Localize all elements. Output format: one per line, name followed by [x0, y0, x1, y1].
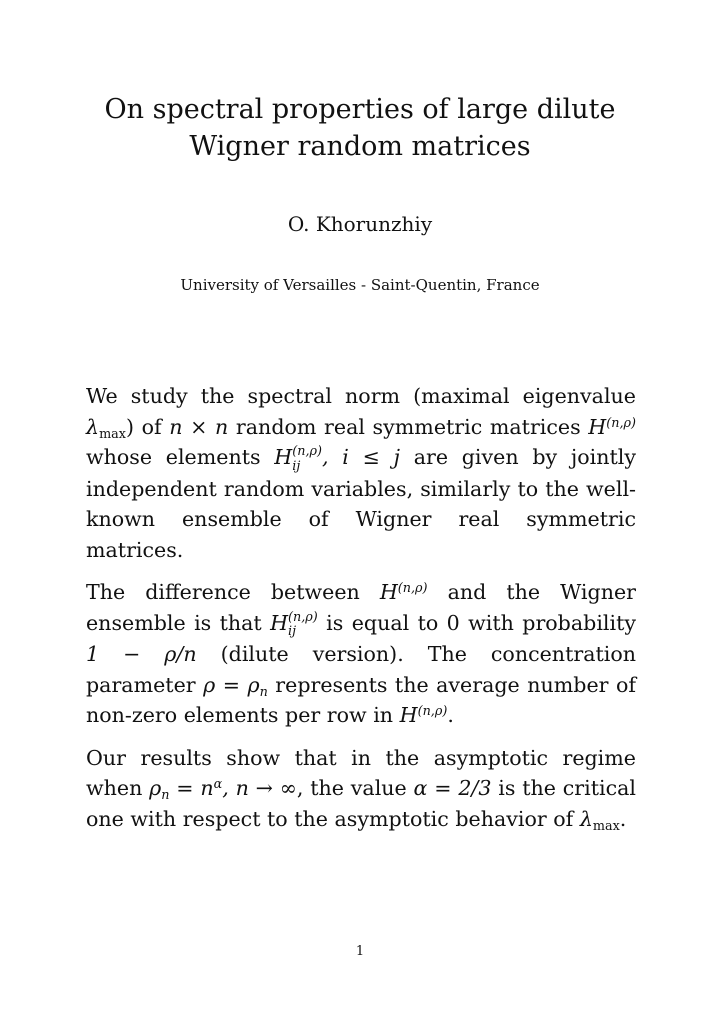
- lambda-symbol: λ: [86, 414, 100, 439]
- element-superscript: (n,ρ): [292, 444, 323, 460]
- p1-text-5: are given by jointly independent random variables, similarly to the well-known ensemble of Wigner real symmetric matrices.: [86, 445, 637, 562]
- p1-text-3: random real symmetric matrices: [228, 414, 589, 439]
- eq-n: = n: [169, 776, 214, 800]
- page-number: 1: [355, 944, 365, 959]
- p2-text-4: (dilute version). The concentration parameter: [86, 642, 636, 697]
- p2-text-5: represents the average number of non-zero elements per row in: [86, 672, 637, 727]
- matrix-H: H: [588, 414, 607, 439]
- p1-text-2: ) of: [125, 414, 170, 439]
- superscript-n-rho: (n,ρ): [417, 703, 448, 719]
- p2-text-6: .: [447, 703, 454, 727]
- p3-text-1: Our results show that in the asymptotic regime when: [86, 745, 636, 800]
- p1-text-1: We study the spectral norm (maximal eigenvalue: [86, 384, 636, 408]
- matrix-H: H: [379, 580, 398, 604]
- p1-text-4: whose elements: [86, 445, 275, 469]
- element-superscript: (n,ρ): [288, 609, 318, 625]
- max-subscript: max: [592, 818, 620, 834]
- paper-title: [0, 91, 720, 165]
- n-times-n: n × n: [169, 414, 229, 439]
- rho-symbol: ρ: [149, 776, 162, 800]
- abstract-paragraph-2: [86, 577, 636, 731]
- lambda-symbol: λ: [579, 806, 593, 831]
- p3-text-2: , the value: [296, 776, 414, 800]
- probability-expression: 1 − ρ/n: [86, 642, 197, 666]
- p3-text-3: is the critical one with respect to the asymptotic behavior of: [86, 776, 636, 831]
- rho-equation: ρ = ρ: [203, 672, 260, 697]
- rho-subscript-n: n: [161, 787, 170, 803]
- matrix-H: H: [399, 703, 418, 727]
- abstract-paragraph-3: [86, 743, 636, 835]
- superscript-n-rho: (n,ρ): [606, 415, 637, 431]
- alpha-value: α = 2/3: [413, 776, 492, 800]
- element-subscript-ij: ij: [288, 624, 297, 640]
- affiliation: University of Versailles - Saint-Quentin, France: [180, 276, 540, 294]
- element-H: H: [270, 610, 289, 635]
- i-le-j: , i ≤ j: [322, 445, 400, 469]
- rho-subscript-n: n: [259, 684, 268, 700]
- p2-text-3: is equal to 0 with probability: [317, 610, 636, 635]
- abstract: [86, 381, 636, 846]
- p3-text-4: .: [619, 806, 627, 831]
- n-to-infinity: , n → ∞: [222, 776, 297, 800]
- element-subscript-ij: ij: [292, 458, 301, 474]
- superscript-n-rho: (n,ρ): [397, 580, 428, 596]
- p2-text-1: The difference between: [86, 580, 380, 604]
- element-indices: [288, 609, 318, 640]
- element-H: H: [274, 445, 293, 469]
- author: O. Khorunzhiy: [287, 212, 433, 236]
- title-line-2: Wigner random matrices: [189, 131, 531, 162]
- p2-text-2: and the Wigner ensemble is that: [86, 580, 636, 635]
- max-subscript: max: [99, 426, 126, 442]
- alpha-exponent: α: [213, 776, 223, 792]
- title-line-1: On spectral properties of large dilute: [104, 94, 616, 125]
- element-indices: [292, 444, 323, 474]
- abstract-paragraph-1: [86, 381, 636, 565]
